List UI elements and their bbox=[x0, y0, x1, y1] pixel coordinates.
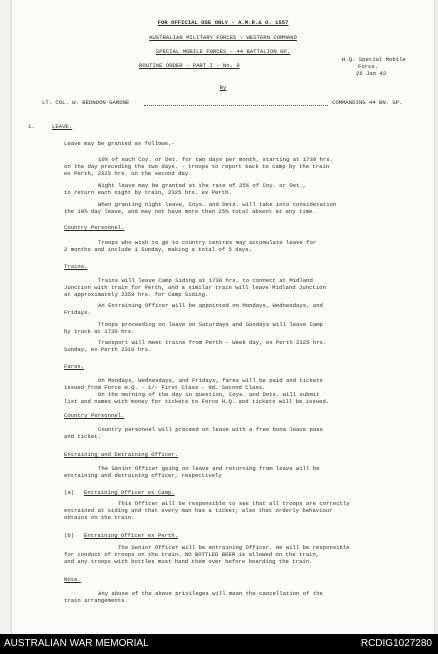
paragraph-line: entraining and detraining officer, respectively bbox=[64, 472, 222, 479]
trains-heading: Trains. bbox=[64, 263, 88, 270]
hq-line1: H.Q. Special Mobile bbox=[342, 56, 406, 63]
paragraph-line: on the day preceding the two days. - troops to report back to camp by the train bbox=[64, 163, 330, 170]
commander-name: LT. COL. W. BEDNDON GARDNE bbox=[42, 99, 130, 106]
paragraph-line: On the morning of the day in question, Coys. and Dets. will submit bbox=[98, 391, 320, 398]
paragraph-line: issued from Force H.Q. - 1/- First Class - 9d. Second Class. bbox=[64, 384, 266, 391]
subsection-a-label: (a) bbox=[64, 489, 75, 496]
paragraph-line: and any troops with bottles must hand them over before boarding the train. bbox=[64, 558, 313, 565]
paragraph-line: Night leave may be granted at the rate of 25% of Coy. or Det., bbox=[98, 182, 307, 189]
dotted-rule bbox=[144, 105, 328, 106]
country-personnel-heading: Country Personnel. bbox=[64, 224, 125, 231]
paragraph-line: When granting night leave, Coys. and Dets. will take into consideration bbox=[98, 201, 337, 208]
note-heading: Note. bbox=[64, 576, 81, 583]
paragraph-line: for conduct of troops on the train. NO BOTTLED BEER is allowed on the train, bbox=[64, 551, 320, 558]
force-line: SPECIAL MOBILE FORCES - 44 BATTALION GP. bbox=[155, 48, 291, 55]
paragraph-line: Transport will meet trains from Perth - Week day, ex Perth 2325 hrs. bbox=[98, 339, 327, 346]
hq-line2: Force. bbox=[358, 63, 379, 70]
archive-id: RCDIG1027280 bbox=[360, 638, 432, 649]
paragraph-line: by truck at 1730 hrs. bbox=[64, 328, 135, 335]
paragraph-line: Country personnel will proceed on leave with a free bona leave pass bbox=[98, 426, 323, 433]
paragraph-line: The Senior Officer going on leave and returning from leave will be bbox=[98, 465, 320, 472]
classification-line: FOR OFFICIAL USE ONLY - A.M.R.& O. 1557 bbox=[157, 19, 289, 26]
leave-heading: LEAVE. bbox=[52, 123, 73, 130]
fares-heading: Fares. bbox=[64, 363, 85, 370]
paragraph-line: train arrangements. bbox=[64, 597, 128, 604]
section-number: 1. bbox=[28, 123, 35, 130]
order-title: ROUTINE ORDER - PART I - No. 8 bbox=[139, 62, 240, 69]
paragraph-line: An Entraining Officer will be appointed on Mondays, Wednesdays, and bbox=[98, 302, 323, 309]
paragraph-line: ex Perth, 2325 hrs. on the second day. bbox=[64, 170, 192, 177]
subsection-b-heading: Entraining Officer ex Perth. bbox=[84, 532, 178, 539]
archive-footer bbox=[0, 634, 438, 654]
country-personnel-heading-2: Country Personnel. bbox=[64, 412, 125, 419]
paragraph-line: entrained at siding and that every man has a ticket; also that orderly behaviour bbox=[64, 507, 333, 514]
subsection-a-heading: Entraining Officer ex Camp. bbox=[84, 489, 175, 496]
command-line: AUSTRALIAN MILITARY FORCES - WESTERN COMMAND bbox=[149, 34, 297, 41]
paragraph-line: list and names with money for tickets to Force H.Q. and tickets will be issued. bbox=[64, 398, 330, 405]
paragraph-line: obtains on the train. bbox=[64, 514, 135, 521]
paragraph-line: 10% of each Coy. or Det. for two days per month, starting at 1730 hrs. bbox=[98, 156, 333, 163]
subsection-b-label: (b) bbox=[64, 532, 75, 539]
paragraph-line: Troops who wish to go to country centres may accumulate leave for bbox=[98, 239, 317, 246]
paragraph-line: Junction with train for Perth, and a similar train will leave Midland Junction bbox=[64, 284, 326, 291]
paragraph-line: Any abuse of the above privileges will mean the cancellation of the bbox=[98, 590, 323, 597]
document-page bbox=[12, 0, 434, 634]
by-line: By bbox=[219, 84, 227, 91]
paragraph-line: and ticket. bbox=[64, 433, 101, 440]
commanding-title: COMMANDING 44 BN. GP. bbox=[332, 99, 403, 106]
paragraph-line: This Officer will be responsible to see that all troops are correctly bbox=[118, 500, 350, 507]
paragraph-line: at approximately 2359 hrs. for Camp Siding. bbox=[64, 291, 209, 298]
paragraph-line: Sunday, ex Perth 2310 hrs. bbox=[64, 346, 152, 353]
paragraph-line: 2 months and include 1 Sunday, making a total of 5 days. bbox=[64, 246, 252, 253]
paragraph-line: The Senior Officer will be entraining Officer. He will be responsible bbox=[118, 544, 350, 551]
hq-date: 26 Jan 42 bbox=[356, 70, 387, 77]
paragraph-line: Leave may be granted as follows.- bbox=[64, 140, 175, 147]
paragraph-line: to return each night by train, 2325 hrs. ex Perth. bbox=[64, 189, 232, 196]
paragraph-line: Trains will leave Camp Siding at 1730 hrs. to connect at Midland bbox=[98, 277, 313, 284]
entraining-heading: Entraining and Detraining Officer. bbox=[64, 451, 179, 458]
archive-name: AUSTRALIAN WAR MEMORIAL bbox=[4, 638, 149, 649]
paragraph-line: On Mondays, Wednesdays, and Fridays, fares will be paid and tickets bbox=[98, 377, 323, 384]
paragraph-line: Troops proceeding on leave on Saturdays and Sundays will leave Camp bbox=[98, 321, 323, 328]
paragraph-line: Fridays. bbox=[64, 309, 91, 316]
paragraph-line: the 10% day leave, and may not have more than 25% total absent at any time. bbox=[64, 208, 316, 215]
